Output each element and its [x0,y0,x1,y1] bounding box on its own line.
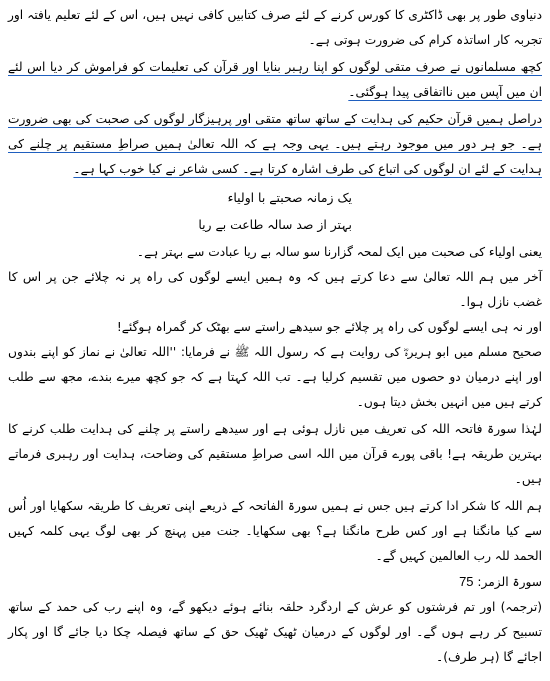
paragraph-6: اور نہ ہی ایسے لوگوں کی راہ پر چلائے جو سیدھے راستے سے بھٹک کر گمراہ ہوگئے! [116,320,542,334]
paragraph-2: کچھ مسلمانوں نے صرف متقی لوگوں کو اپنا رہبر بنایا اور قرآن کی تعلیمات کو فراموش کر دیا اس لئے ان میں آپس میں نااتفاقی پیدا ہوگئی۔ [8,60,542,99]
paragraph-4: یعنی اولیاء کی صحبت میں ایک لمحہ گزارنا سو سالہ بے ریا عبادت سے بہتر ہے۔ [136,245,542,259]
closing-translation: (ترجمہ) اور تم فرشتوں کو عرش کے اردگرد حلقہ بنائے ہوئے دیکھو گے، وہ اپنے رب کی حمد کے ساتھ تسبیح کر رہے ہوں گے۔ اور لوگوں کے درمیان ٹھیک ٹھیک حق کے ساتھ فیصلہ چکا دیا جائے گا اور پکار اجائے گا (ہر طرف)۔ [8,600,542,664]
poem-verse-1: یک زمانہ صحبتے با اولیاء [227,190,352,205]
paragraph-7: صحیح مسلم میں ابو ہریرہؓ کی روایت ہے کہ رسول اللہ ﷺ نے فرمایا: ''اللہ تعالیٰ نے نماز کو اپنے بندوں اور اپنے درمیان دو حصوں میں تقسیم کرلیا ہے۔ تب اللہ کہتا ہے کہ جو کچھ میرے بندے، مجھ سے طلب کرتے ہیں میں انہیں بخش دیتا ہوں۔ [8,345,542,409]
surah-reference [8,569,542,595]
poem-block [8,184,542,238]
paragraph-5: آخر میں ہم اللہ تعالیٰ سے دعا کرتے ہیں کہ وہ ہمیں ایسے لوگوں کی راہ پر نہ چلائے جن پر اس کا غضب نازل ہوا۔ [8,270,542,309]
paragraph-8: لہٰذا سورۃ فاتحہ اللہ کی تعریف میں نازل ہوئی ہے اور سیدھے راستے پر چلنے کی ہدایت طلب کرنے کا بہترین طریقہ ہے! باقی پورے قرآن میں اللہ اسی صراطِ مستقیم کی وضاحت، ہدایت اور رہبری فرماتے ہیں۔ [8,422,542,486]
paragraph-3: دراصل ہمیں قرآن حکیم کی ہدایت کے ساتھ ساتھ متقی اور پرہیزگار لوگوں کی صحبت کی بھی ضرورت ہے۔ جو ہر دور میں موجود رہتے ہیں۔ یہی وجہ ہے کہ اللہ تعالیٰ ہمیں صراطِ مستقیم پر چلنے کی ہدایت کے لئے ان لوگوں کی اتباع کی طرف اشارہ کرتا ہے۔ کسی شاعر نے کیا خوب کہا ہے۔ [8,112,542,176]
surah-reference-number: 75 [459,574,474,589]
surah-reference-label: سورۃ الزمر: [477,575,542,589]
paragraph-9: ہم اللہ کا شکر ادا کرتے ہیں جس نے ہمیں سورۃ الفاتحہ کے ذریعے اپنی تعریف کا طریقہ سکھایا اور اُس سے کیا مانگنا ہے اور کس طرح مانگنا ہے؟ بھی سکھایا۔ جنت میں پہنچ کر بھی لوگ یہی کلمہ کہیں الحمد للہ رب العالمین کہیں گے۔ [8,499,542,563]
paragraph-1: دنیاوی طور پر بھی ڈاکٹری کا کورس کرنے کے لئے صرف کتابیں کافی نہیں ہیں، اس کے لئے تعلیم یافتہ اور تجربہ کار اساتذہ کرام کی ضرورت ہوتی ہے۔ [8,8,542,47]
poem-verse-2: بہتر از صد سالہ طاعت بے ریا [198,217,352,232]
